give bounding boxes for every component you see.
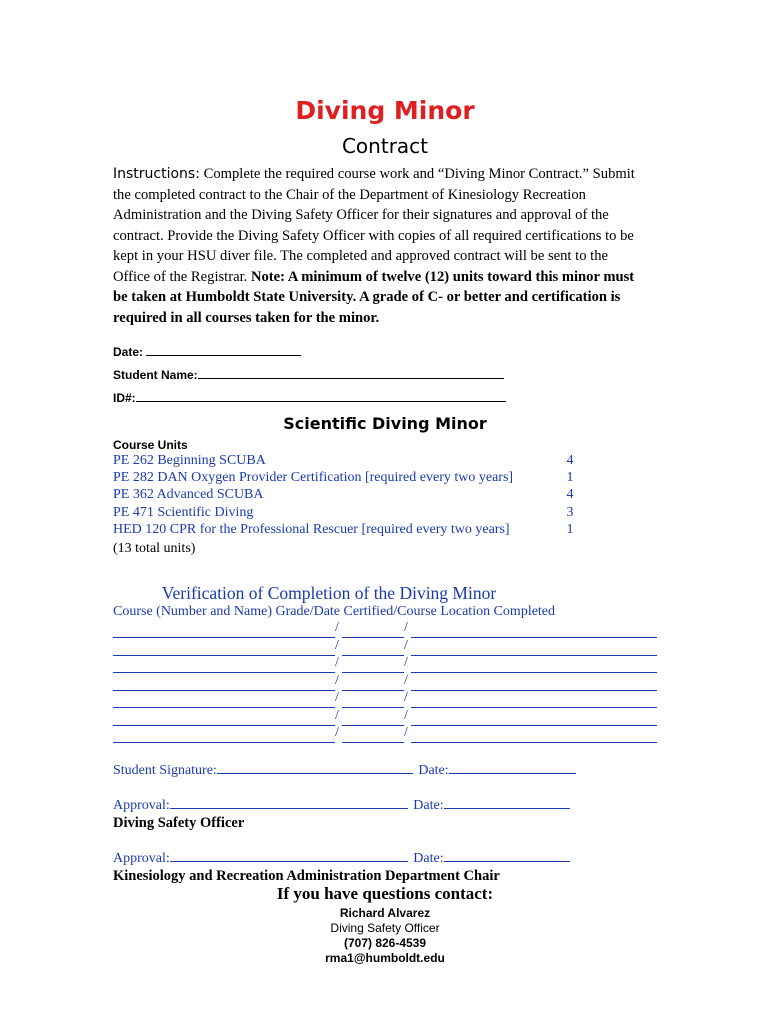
id-label: ID#: <box>113 391 136 405</box>
dso-approval-label: Approval: <box>113 798 170 813</box>
slash-separator: / <box>404 655 408 670</box>
dso-title: Diving Safety Officer <box>113 815 245 831</box>
id-field <box>113 390 506 405</box>
course-name: PE 262 Beginning SCUBA <box>113 453 266 468</box>
course-line[interactable] <box>113 657 335 673</box>
slash-separator: / <box>335 672 339 688</box>
slash-separator: / <box>335 620 339 635</box>
date-label: Date: <box>113 345 144 359</box>
location-line[interactable] <box>411 710 657 726</box>
course-units: 4 <box>566 487 574 502</box>
instructions-paragraph <box>113 164 643 328</box>
course-units: 3 <box>566 505 574 520</box>
contact-name: Richard Alvarez <box>339 906 431 920</box>
date-line[interactable] <box>146 344 301 356</box>
page-subtitle: Contract <box>341 134 429 158</box>
instructions-label: Instructions: <box>113 166 200 182</box>
slash-separator: / <box>335 637 339 653</box>
course-line[interactable] <box>113 675 335 691</box>
contact-role: Diving Safety Officer <box>330 921 440 935</box>
instructions-body: Complete the required course work and “Diving Minor Contract.” Submit the completed contract to the Chair of the Department of Kinesiology Recreation Administration and the Diving Safety Officer for their signatures and approval of the contract. Provide the Diving Safety Officer with copies of all required certifications to be kept in your HSU diver file. The completed and approved contract will be sent to the Office of the Registrar. <box>113 166 635 285</box>
course-name: PE 282 DAN Oxygen Provider Certification [required every two years] <box>113 470 514 485</box>
slash-separator: / <box>404 637 408 653</box>
contact-heading: If you have questions contact: <box>276 884 494 903</box>
grade-date-line[interactable] <box>342 675 404 691</box>
grade-date-line[interactable] <box>342 657 404 673</box>
course-name: PE 471 Scientific Diving <box>113 505 254 520</box>
student-signature-line[interactable] <box>217 762 413 774</box>
course-units: 4 <box>566 453 574 468</box>
student-name-label: Student Name: <box>113 368 198 382</box>
course-units: 1 <box>566 522 574 537</box>
contact-email[interactable]: rma1@humboldt.edu <box>325 951 445 965</box>
grade-date-line[interactable] <box>342 622 404 638</box>
grade-date-line[interactable] <box>342 710 404 726</box>
total-units: (13 total units) <box>113 541 196 556</box>
verification-header: Course (Number and Name) Grade/Date Certified/Course Location Completed <box>113 604 556 619</box>
slash-separator: / <box>335 725 339 740</box>
slash-separator: / <box>335 707 339 723</box>
course-line[interactable] <box>113 640 335 656</box>
course-units-header: Course Units <box>113 438 188 452</box>
chair-date-label: Date: <box>413 851 444 866</box>
date-field <box>113 344 301 359</box>
student-name-line[interactable] <box>198 367 504 379</box>
slash-separator: / <box>335 690 339 705</box>
location-line[interactable] <box>411 727 657 743</box>
verification-row <box>113 727 658 743</box>
student-date-line[interactable] <box>449 762 576 774</box>
verification-row <box>113 707 658 726</box>
course-name: HED 120 CPR for the Professional Rescuer [required every two years] <box>113 522 510 537</box>
slash-separator: / <box>404 672 408 688</box>
verification-row <box>113 672 658 691</box>
contact-phone: (707) 826-4539 <box>343 936 427 950</box>
slash-separator: / <box>404 725 408 740</box>
verification-row <box>113 692 658 708</box>
student-signature-label: Student Signature: <box>113 763 217 778</box>
slash-separator: / <box>404 620 408 635</box>
dso-date-line[interactable] <box>444 797 570 809</box>
student-signature-row <box>113 762 576 779</box>
verification-row <box>113 622 658 638</box>
chair-title: Kinesiology and Recreation Administration Department Chair <box>113 868 500 884</box>
chair-date-line[interactable] <box>444 850 570 862</box>
student-name-field <box>113 367 504 382</box>
chair-approval-label: Approval: <box>113 851 170 866</box>
location-line[interactable] <box>411 675 657 691</box>
dso-date-label: Date: <box>413 798 444 813</box>
slash-separator: / <box>335 655 339 670</box>
grade-date-line[interactable] <box>342 692 404 708</box>
course-line[interactable] <box>113 622 335 638</box>
verification-title: Verification of Completion of the Diving Minor <box>161 583 497 603</box>
page-title: Diving Minor <box>295 96 475 125</box>
dso-approval-row <box>113 797 570 814</box>
chair-approval-line[interactable] <box>170 850 408 862</box>
location-line[interactable] <box>411 692 657 708</box>
location-line[interactable] <box>411 657 657 673</box>
instructions-note: Note: A minimum of twelve (12) units toward this minor must be taken at Humboldt State University. A grade of C- or better and certification is required in all courses taken for the minor. <box>113 268 635 326</box>
slash-separator: / <box>404 707 408 723</box>
course-line[interactable] <box>113 692 335 708</box>
grade-date-line[interactable] <box>342 727 404 743</box>
chair-approval-row <box>113 850 570 867</box>
course-name: PE 362 Advanced SCUBA <box>113 487 264 502</box>
course-line[interactable] <box>113 727 335 743</box>
course-units: 1 <box>566 470 574 485</box>
slash-separator: / <box>404 690 408 705</box>
verification-row <box>113 637 658 656</box>
location-line[interactable] <box>411 640 657 656</box>
location-line[interactable] <box>411 622 657 638</box>
verification-row <box>113 657 658 673</box>
course-line[interactable] <box>113 710 335 726</box>
student-date-label: Date: <box>418 763 449 778</box>
id-line[interactable] <box>136 390 506 402</box>
dso-approval-line[interactable] <box>170 797 408 809</box>
program-title: Scientific Diving Minor <box>283 414 487 433</box>
grade-date-line[interactable] <box>342 640 404 656</box>
